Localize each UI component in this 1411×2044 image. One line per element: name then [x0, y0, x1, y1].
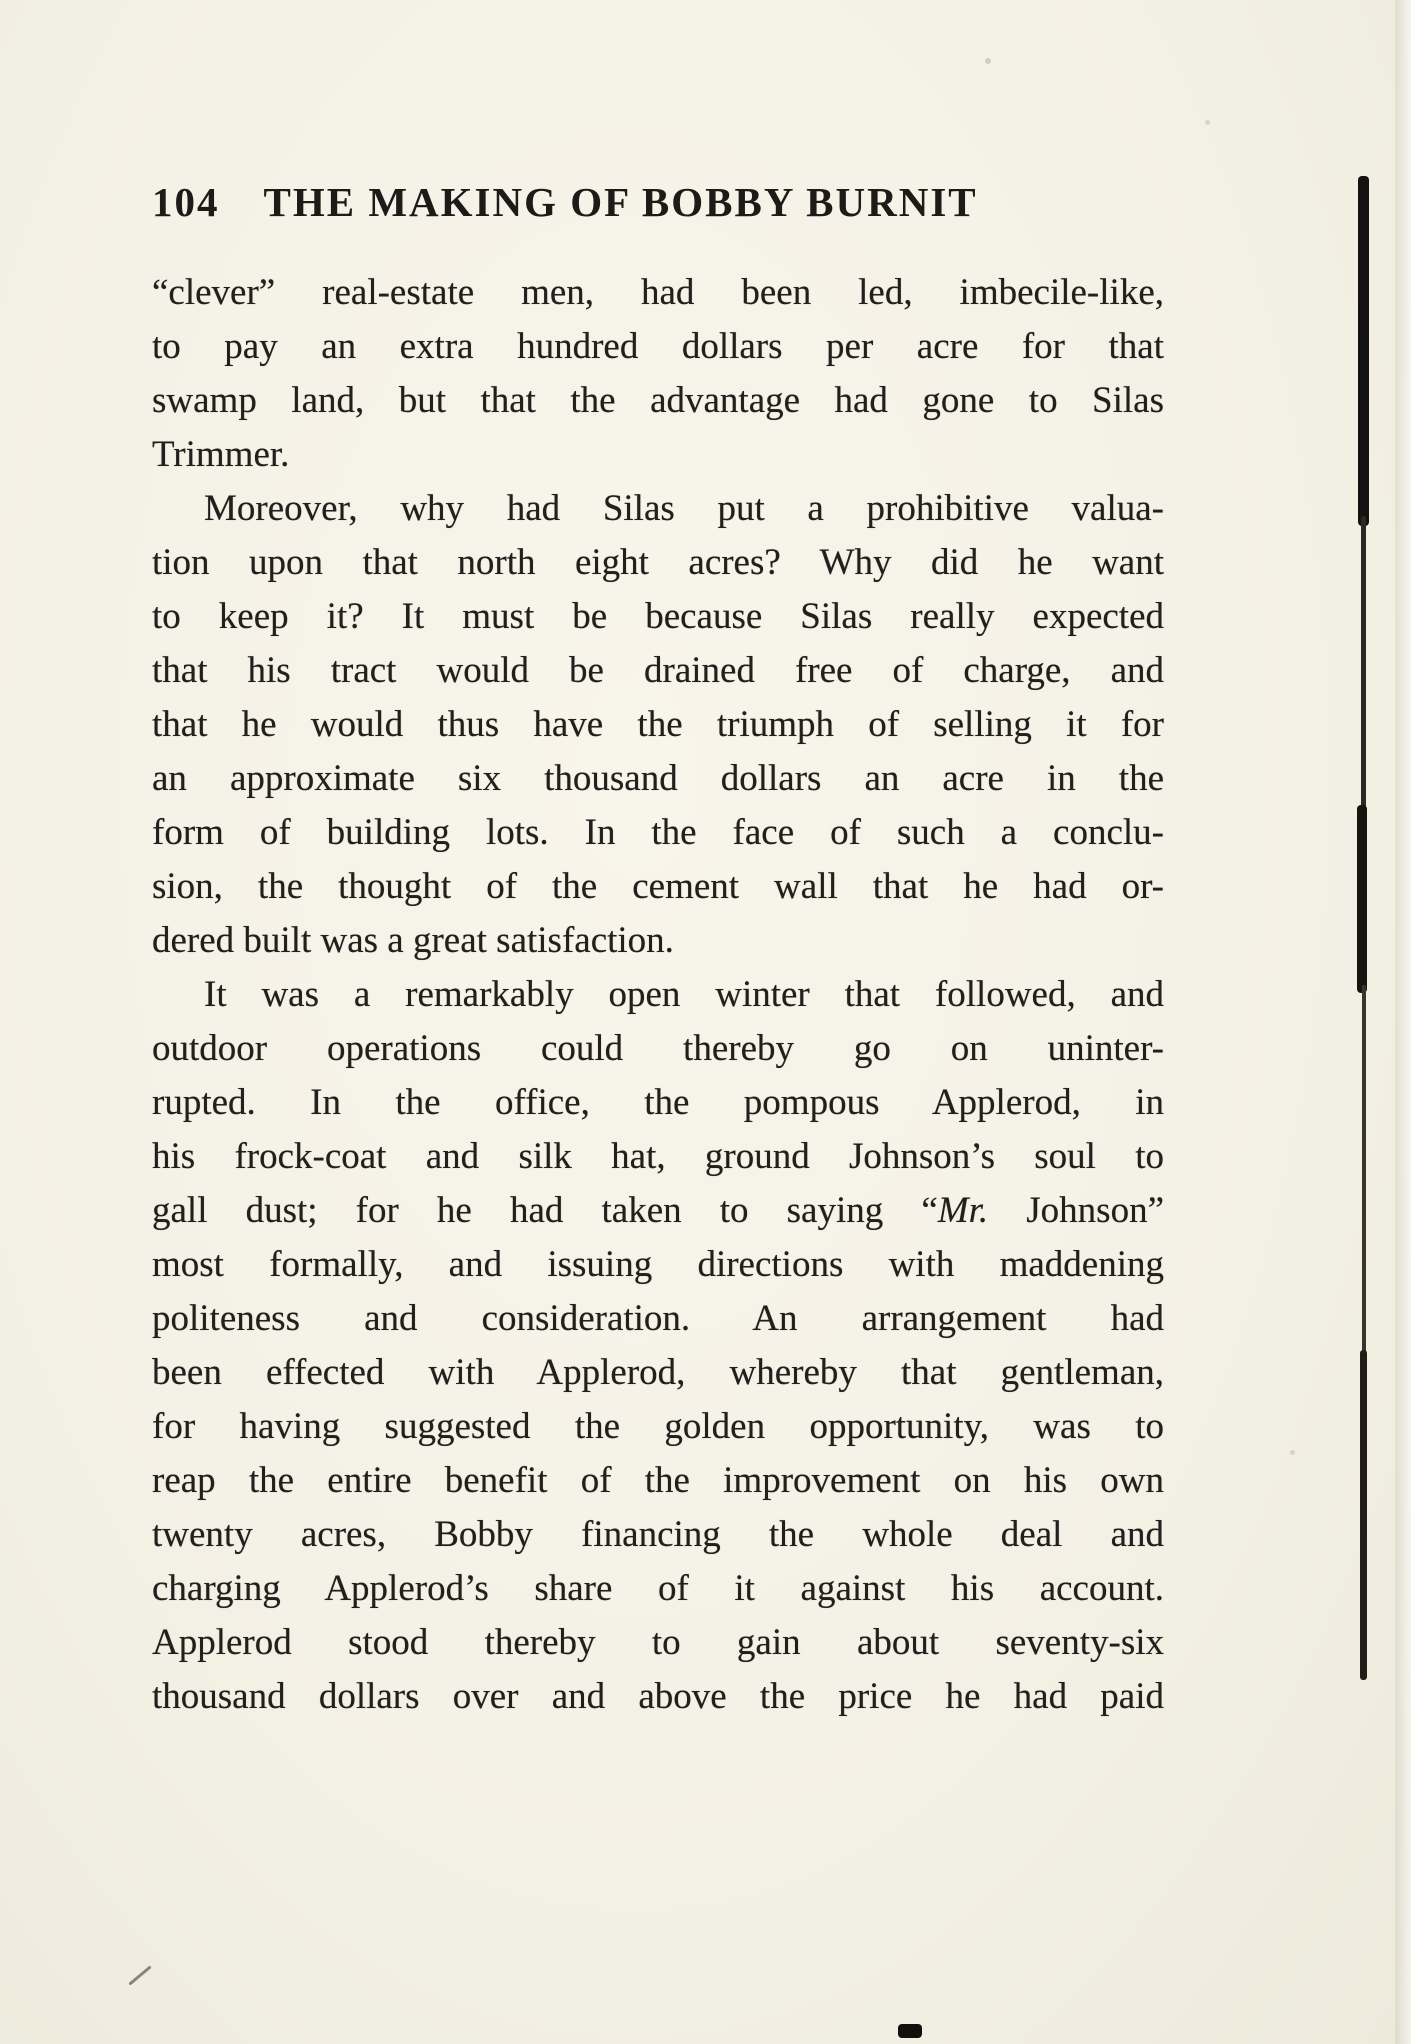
text-line: It was a remarkably open winter that followed, and	[204, 974, 1164, 1015]
page-body	[152, 266, 1164, 1724]
text-line: to pay an extra hundred dollars per acre for that	[152, 326, 1164, 367]
scan-artifact-binding-line	[1357, 805, 1367, 993]
scan-artifact-binding-line	[1360, 1350, 1367, 1680]
running-title: THE MAKING OF BOBBY BURNIT	[263, 179, 978, 225]
page-header	[152, 178, 1164, 226]
text-line: swamp land, but that the advantage had gone to Silas	[152, 380, 1164, 421]
text-line: outdoor operations could thereby go on uninter-	[152, 1028, 1164, 1069]
text-line: his frock-coat and silk hat, ground Johnson’s soul to	[152, 1136, 1164, 1177]
text-line: Moreover, why had Silas put a prohibitive valua-	[204, 488, 1164, 529]
scan-artifact-binding-line	[1358, 176, 1369, 526]
scan-artifact-speck	[1205, 120, 1210, 125]
scan-artifact-speck	[985, 58, 991, 64]
text-line: that his tract would be drained free of charge, and	[152, 650, 1164, 691]
text-line: thousand dollars over and above the price he had paid	[152, 1676, 1164, 1717]
text-line: Applerod stood thereby to gain about seventy-six	[152, 1622, 1164, 1663]
text-line: charging Applerod’s share of it against his account.	[152, 1568, 1164, 1609]
scan-artifact-binding-line	[1362, 985, 1366, 1357]
text-line: politeness and consideration. An arrangement had	[152, 1298, 1164, 1339]
text-line: for having suggested the golden opportunity, was to	[152, 1406, 1164, 1447]
text-line: Trimmer.	[152, 434, 290, 475]
text-line: that he would thus have the triumph of selling it for	[152, 704, 1164, 745]
text-line: “clever” real-estate men, had been led, imbecile-like,	[152, 272, 1164, 313]
text-line: dered built was a great satisfaction.	[152, 920, 674, 961]
scan-artifact-speck	[1290, 1450, 1295, 1455]
scan-artifact-pencil-tick	[128, 1965, 151, 1985]
text-line: most formally, and issuing directions with maddening	[152, 1244, 1164, 1285]
page-number: 104	[152, 179, 220, 225]
text-line: an approximate six thousand dollars an acre in the	[152, 758, 1164, 799]
text-line: been effected with Applerod, whereby that gentleman,	[152, 1352, 1164, 1393]
scan-artifact-page-edge	[1395, 0, 1411, 2044]
text-line: gall dust; for he had taken to saying “Mr. Johnson”	[152, 1190, 1164, 1231]
scan-artifact-ink-mark	[898, 2024, 922, 2038]
text-line: form of building lots. In the face of such a conclu-	[152, 812, 1164, 853]
scan-artifact-binding-line	[1361, 516, 1366, 811]
text-line: rupted. In the office, the pompous Applerod, in	[152, 1082, 1164, 1123]
text-line: tion upon that north eight acres? Why did he want	[152, 542, 1164, 583]
text-line: to keep it? It must be because Silas really expected	[152, 596, 1164, 637]
text-line: twenty acres, Bobby financing the whole deal and	[152, 1514, 1164, 1555]
text-line: reap the entire benefit of the improvement on his own	[152, 1460, 1164, 1501]
text-line: sion, the thought of the cement wall that he had or-	[152, 866, 1164, 907]
